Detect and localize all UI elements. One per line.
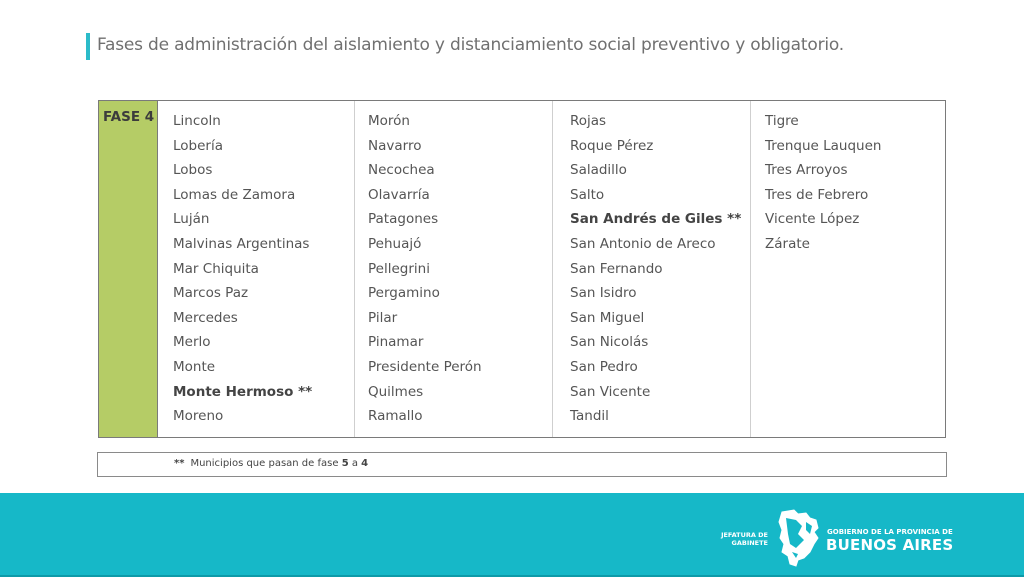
municipality-item: Monte Hermoso ** xyxy=(173,383,313,400)
municipality-item: Roque Pérez xyxy=(570,137,654,154)
municipality-item: Malvinas Argentinas xyxy=(173,235,310,252)
municipality-item: Necochea xyxy=(368,162,435,179)
government-label: GOBIERNO DE LA PROVINCIA DE xyxy=(827,528,953,536)
municipality-column-4 xyxy=(751,101,945,437)
municipality-column-1 xyxy=(158,101,355,437)
municipality-item: Saladillo xyxy=(570,162,627,179)
municipality-item: Mar Chiquita xyxy=(173,260,259,277)
footnote-connector: a xyxy=(348,458,362,469)
municipality-item: San Antonio de Areco xyxy=(570,235,716,252)
municipality-item: Tigre xyxy=(765,113,799,129)
municipality-item: Olavarría xyxy=(368,186,430,203)
phase-cell xyxy=(99,101,158,437)
footnote-stars: ** xyxy=(174,458,185,469)
municipality-item: Luján xyxy=(173,211,210,228)
department-line-2: GABINETE xyxy=(731,539,768,547)
municipality-item: Lobos xyxy=(173,162,213,179)
phase-table xyxy=(98,100,946,438)
municipality-column-3 xyxy=(553,101,751,437)
municipality-item: Patagones xyxy=(368,211,439,228)
municipality-item: Marcos Paz xyxy=(173,285,249,302)
municipality-item: Ramallo xyxy=(368,408,423,425)
footnote-from-phase: 5 xyxy=(341,458,349,469)
municipality-item: Pellegrini xyxy=(368,260,430,277)
municipality-item: Monte xyxy=(173,358,216,375)
municipality-item: Morón xyxy=(368,113,410,129)
municipality-item: Tres Arroyos xyxy=(765,162,848,179)
department-line-1: JEFATURA DE xyxy=(721,531,768,539)
municipality-item: San Vicente xyxy=(570,383,651,400)
page-title: Fases de administración del aislamiento y distanciamiento social preventivo y obligatorio. xyxy=(97,35,844,55)
municipality-item: Quilmes xyxy=(368,383,424,400)
footnote-text: Municipios que pasan de fase xyxy=(190,458,342,469)
municipality-item: San Nicolás xyxy=(570,334,649,351)
municipality-item: Pilar xyxy=(368,309,398,326)
municipality-item: Vicente López xyxy=(765,211,860,228)
municipality-item: Tandil xyxy=(570,408,609,425)
municipality-item: Tres de Febrero xyxy=(765,186,869,203)
province-map-icon xyxy=(776,508,822,568)
municipality-item: Lomas de Zamora xyxy=(173,186,296,203)
footnote xyxy=(174,458,368,469)
municipality-item: San Andrés de Giles ** xyxy=(570,211,742,228)
municipality-item: Pinamar xyxy=(368,334,424,351)
province-name: BUENOS AIRES xyxy=(826,536,954,554)
municipality-item: Presidente Perón xyxy=(368,358,482,375)
municipality-item: San Isidro xyxy=(570,285,637,302)
department-label xyxy=(718,531,768,547)
municipality-item: Lobería xyxy=(173,137,223,154)
municipality-item: Zárate xyxy=(765,235,810,252)
municipality-item: Moreno xyxy=(173,408,224,425)
municipality-item: Rojas xyxy=(570,113,607,129)
municipality-item: Pergamino xyxy=(368,285,440,302)
municipality-item: Navarro xyxy=(368,137,422,154)
municipality-item: San Fernando xyxy=(570,260,663,277)
municipality-item: Pehuajó xyxy=(368,235,422,252)
phase-label: FASE 4 xyxy=(103,109,155,125)
title-accent-bar xyxy=(86,33,90,60)
municipality-item: Trenque Lauquen xyxy=(765,137,882,154)
municipality-item: Mercedes xyxy=(173,309,238,326)
municipality-item: Salto xyxy=(570,186,605,203)
municipality-item: San Miguel xyxy=(570,309,645,326)
municipality-item: San Pedro xyxy=(570,358,638,375)
municipality-column-2 xyxy=(355,101,553,437)
footnote-to-phase: 4 xyxy=(361,458,369,469)
municipality-item: Lincoln xyxy=(173,113,221,129)
municipality-item: Merlo xyxy=(173,334,211,351)
footnote-box xyxy=(97,452,947,477)
